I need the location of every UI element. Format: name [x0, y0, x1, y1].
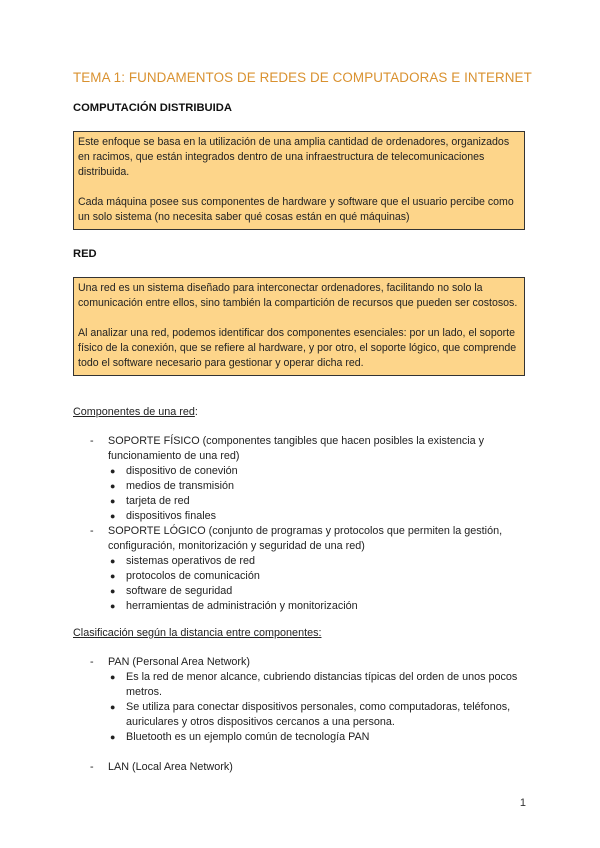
page-number: 1 [519, 797, 526, 809]
sub-item-text: tarjeta de red [126, 495, 190, 507]
list-item-text: SOPORTE FÍSICO (componentes tangibles que hacen posibles la existencia y funcionamiento de una red) [108, 435, 485, 462]
sub-item [90, 494, 520, 509]
sub-item [90, 479, 520, 494]
sub-item-text: software de seguridad [126, 585, 233, 597]
dash-marker: - [90, 435, 94, 447]
sub-item-text: protocolos de comunicación [126, 570, 260, 582]
sub-item-text: dispositivos finales [126, 510, 217, 522]
sub-item-text: sistemas operativos de red [126, 555, 256, 567]
sub-item-text: Se utiliza para conectar dispositivos personales, como computadoras, teléfonos, auriculares y otros dispositivos cercanos a una persona. [126, 701, 511, 728]
bullet-icon: ● [110, 511, 116, 521]
callout-computacion-distribuida [73, 131, 525, 230]
bullet-icon: ● [110, 601, 116, 611]
sub-item [90, 700, 520, 730]
sub-item-text: medios de transmisión [126, 480, 235, 492]
list-clasificacion [90, 655, 520, 775]
sub-item-text: Es la red de menor alcance, cubriendo distancias típicas del orden de unos pocos metros. [126, 671, 518, 698]
bullet-icon: ● [110, 481, 116, 491]
list-item-text: SOPORTE LÓGICO (conjunto de programas y protocolos que permiten la gestión, configuración, monitorización y seguridad de una red) [108, 525, 503, 552]
list-componentes [90, 434, 520, 614]
bullet-icon: ● [110, 466, 116, 476]
paragraph: Al analizar una red, podemos identificar dos componentes esenciales: por un lado, el soporte físico de la conexión, que se refiere al hardware, y por otro, el soporte lógico, que comprende todo el software necesario para gestionar y operar dicha red. [78, 327, 517, 369]
bullet-icon: ● [110, 571, 116, 581]
sub-item [90, 554, 520, 569]
list-item-lan [90, 760, 520, 775]
list-item-text: LAN (Local Area Network) [108, 761, 233, 773]
subheading-componentes-text: Componentes de una red [73, 406, 195, 418]
subheading-clasificacion: Clasificación según la distancia entre componentes: [73, 627, 322, 639]
bullet-icon: ● [110, 672, 116, 682]
bullet-icon: ● [110, 732, 116, 742]
bullet-icon: ● [110, 556, 116, 566]
dash-marker: - [90, 761, 94, 773]
sub-item-text: dispositivo de conevión [126, 465, 238, 477]
sub-item [90, 670, 520, 700]
sub-item [90, 509, 520, 524]
dash-marker: - [90, 525, 94, 537]
list-item-soporte-logico [90, 524, 520, 554]
bullet-icon: ● [110, 496, 116, 506]
sub-item [90, 584, 520, 599]
colon: : [194, 406, 198, 418]
list-item-text: PAN (Personal Area Network) [108, 656, 251, 668]
paragraph: Una red es un sistema diseñado para interconectar ordenadores, facilitando no solo la comunicación entre ellos, sino también la compartición de recursos que pueden ser costosos. [78, 282, 518, 309]
sub-item-text: Bluetooth es un ejemplo común de tecnología PAN [126, 731, 370, 743]
bullet-icon: ● [110, 702, 116, 712]
callout-red [73, 277, 525, 376]
heading-red: RED [73, 248, 97, 260]
sub-item [90, 730, 520, 745]
list-item-pan [90, 655, 520, 670]
heading-computacion-distribuida: COMPUTACIÓN DISTRIBUIDA [73, 102, 232, 114]
sub-item-text: herramientas de administración y monitorización [126, 600, 358, 612]
sub-item [90, 569, 520, 584]
list-item-soporte-fisico [90, 434, 520, 464]
bullet-icon: ● [110, 586, 116, 596]
sub-item [90, 464, 520, 479]
dash-marker: - [90, 656, 94, 668]
paragraph: Cada máquina posee sus componentes de hardware y software que el usuario percibe como un solo sistema (no necesita saber qué cosas están en qué máquinas) [78, 196, 514, 223]
document-title: TEMA 1: FUNDAMENTOS DE REDES DE COMPUTADORAS E INTERNET [73, 70, 532, 85]
sub-item [90, 599, 520, 614]
subheading-componentes [73, 406, 198, 418]
paragraph: Este enfoque se basa en la utilización de una amplia cantidad de ordenadores, organizados en racimos, que están integrados dentro de una infraestructura de telecomunicaciones distribuida. [78, 136, 510, 178]
